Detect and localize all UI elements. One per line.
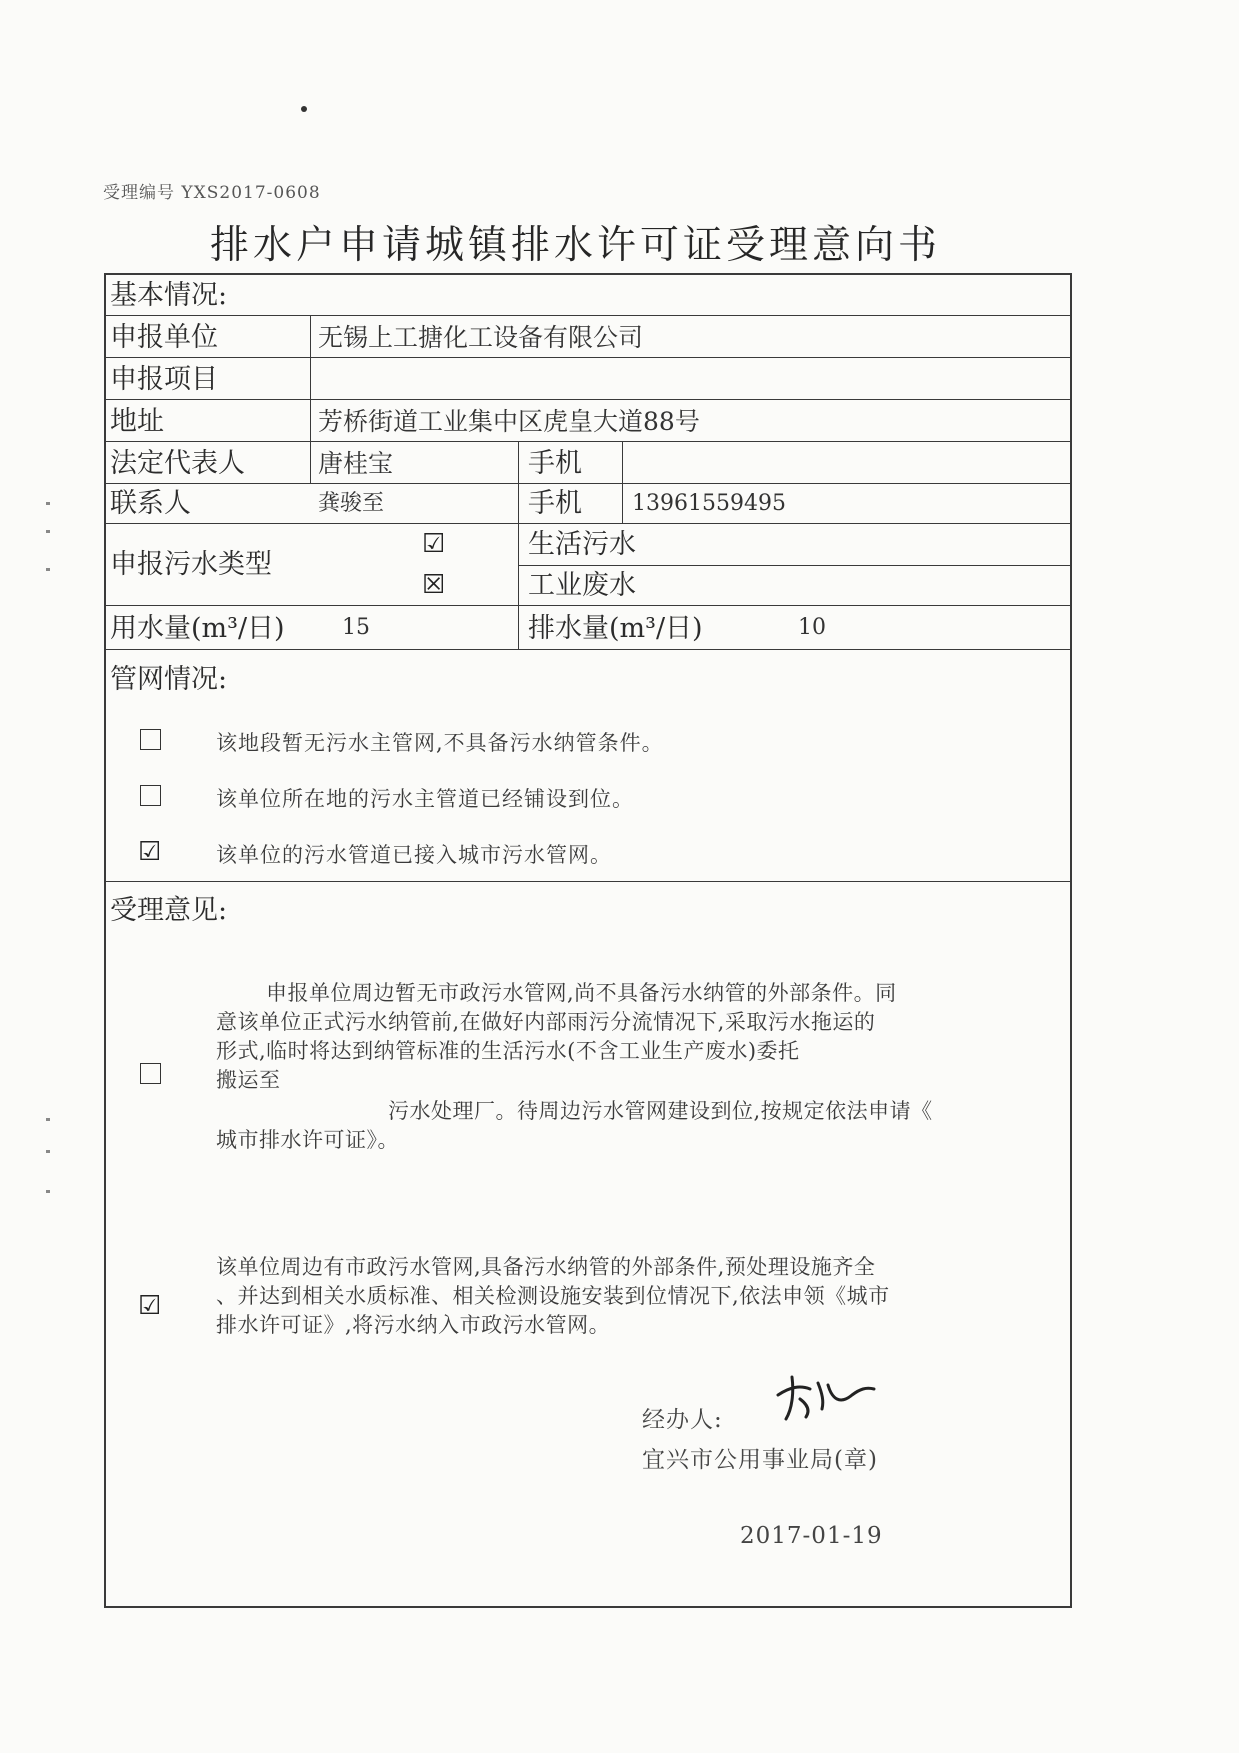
domestic-sewage-checkbox[interactable]: ☑ <box>422 529 446 559</box>
basic-info-heading: 基本情况: <box>110 280 228 311</box>
contact-mobile-label: 手机 <box>528 488 582 519</box>
opinion-option-1-text <box>216 979 1056 1155</box>
col-rule <box>518 523 519 605</box>
punch-mark <box>46 1118 50 1121</box>
handwritten-signature <box>770 1365 880 1425</box>
row-rule <box>104 605 1072 606</box>
row-rule <box>104 523 1072 524</box>
contact-mobile-value: 13961559495 <box>632 491 786 516</box>
document-title: 排水户申请城镇排水许可证受理意向书 <box>210 223 942 268</box>
stray-ink-dot <box>301 106 307 112</box>
network-option-1-text: 该地段暂无污水主管网,不具备污水纳管条件。 <box>216 731 664 755</box>
legal-rep-value: 唐桂宝 <box>318 449 394 478</box>
project-label: 申报项目 <box>110 364 218 395</box>
handler-label: 经办人: <box>642 1407 723 1433</box>
opinion-option-1-line: 申报单位周边暂无市政污水管网,尚不具备污水纳管的外部条件。同 <box>266 981 897 1005</box>
applicant-label: 申报单位 <box>110 322 218 353</box>
opinion-option-1-checkbox[interactable] <box>140 1063 161 1084</box>
address-label: 地址 <box>110 406 164 437</box>
opinion-option-1-line: 意该单位正式污水纳管前,在做好内部雨污分流情况下,采取污水拖运的 <box>216 1010 876 1034</box>
applicant-value: 无锡上工搪化工设备有限公司 <box>318 323 644 352</box>
col-rule <box>518 605 519 649</box>
network-option-3-text: 该单位的污水管道已接入城市污水管网。 <box>216 843 612 867</box>
bureau-seal-label: 宜兴市公用事业局(章) <box>642 1447 878 1473</box>
opinion-option-2-line: 该单位周边有市政污水管网,具备污水纳管的外部条件,预处理设施齐全 <box>216 1255 876 1279</box>
row-rule <box>104 649 1072 650</box>
network-option-2-text: 该单位所在地的污水主管道已经铺设到位。 <box>216 787 634 811</box>
discharge-label: 排水量(m³/日) <box>528 613 703 644</box>
opinion-option-1-line: 污水处理厂。待周边污水管网建设到位,按规定依法申请《 <box>388 1099 933 1123</box>
row-rule <box>104 399 1072 400</box>
row-rule <box>104 483 1072 484</box>
opinion-option-2-text <box>216 1253 1056 1340</box>
punch-mark <box>46 1150 50 1153</box>
row-rule <box>518 565 1072 566</box>
industrial-wastewater-checkbox[interactable]: ☒ <box>422 570 446 600</box>
discharge-value: 10 <box>798 615 826 640</box>
row-rule <box>104 441 1072 442</box>
punch-mark <box>46 530 50 533</box>
legal-rep-label: 法定代表人 <box>110 448 245 479</box>
opinion-option-2-line: 排水许可证》,将污水纳入市政污水管网。 <box>216 1313 611 1337</box>
domestic-sewage-label: 生活污水 <box>528 529 636 560</box>
contact-value: 龚骏至 <box>318 491 385 516</box>
opinion-option-1-line: 搬运至 <box>216 1068 281 1092</box>
issue-date: 2017-01-19 <box>740 1523 883 1549</box>
opinion-option-2-line: 、并达到相关水质标准、相关检测设施安装到位情况下,依法申领《城市 <box>216 1284 890 1308</box>
network-option-1-checkbox[interactable] <box>140 729 161 750</box>
form-border <box>104 273 1072 1608</box>
col-rule <box>622 441 623 523</box>
punch-mark <box>46 568 50 571</box>
opinion-heading: 受理意见: <box>110 895 228 926</box>
row-rule <box>104 881 1072 882</box>
address-value: 芳桥街道工业集中区虎皇大道88号 <box>318 407 700 436</box>
punch-mark <box>46 502 50 505</box>
col-rule <box>518 441 519 523</box>
water-use-value: 15 <box>342 615 370 640</box>
row-rule <box>104 357 1072 358</box>
col-rule <box>310 315 311 483</box>
legal-rep-mobile-label: 手机 <box>528 448 582 479</box>
network-option-2-checkbox[interactable] <box>140 785 161 806</box>
opinion-option-2-checkbox[interactable]: ☑ <box>138 1291 162 1321</box>
sewage-type-label: 申报污水类型 <box>110 549 272 580</box>
contact-label: 联系人 <box>110 488 191 519</box>
row-rule <box>104 315 1072 316</box>
opinion-option-1-line: 城市排水许可证》。 <box>216 1128 399 1152</box>
opinion-option-1-line: 形式,临时将达到纳管标准的生活污水(不含工业生产废水)委托 <box>216 1039 800 1063</box>
punch-mark <box>46 1190 50 1193</box>
network-option-3-checkbox[interactable]: ☑ <box>138 837 162 867</box>
acceptance-number-label: 受理编号 <box>103 183 175 203</box>
acceptance-number-value: YXS2017-0608 <box>181 183 321 203</box>
acceptance-number <box>103 178 321 203</box>
water-use-label: 用水量(m³/日) <box>110 613 285 644</box>
industrial-wastewater-label: 工业废水 <box>528 570 636 601</box>
application-form <box>104 273 1072 1608</box>
network-heading: 管网情况: <box>110 664 228 695</box>
